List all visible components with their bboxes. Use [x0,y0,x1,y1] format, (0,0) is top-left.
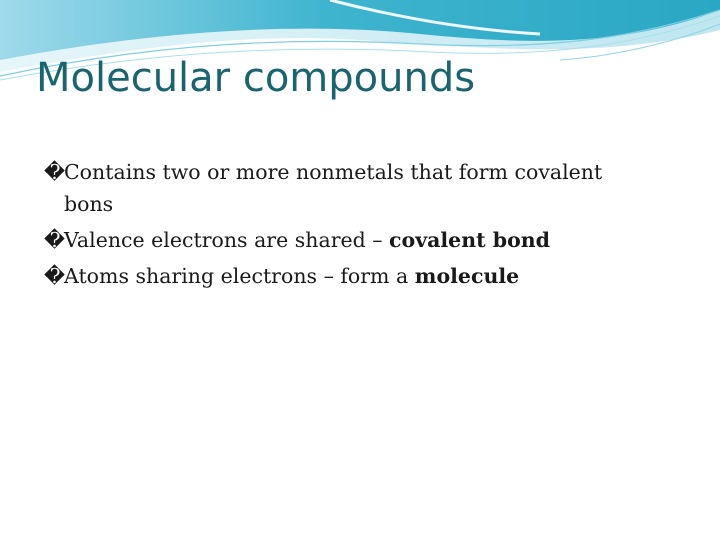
bullet-list [44,156,684,296]
bullet-item [44,156,684,220]
bullet-item [44,260,684,292]
bullet-glyph-icon: � [44,264,66,288]
bullet-bold-term: molecule [414,264,520,288]
bullet-item [44,224,684,256]
slide-title: Molecular compounds [36,55,476,101]
bullet-continuation: bons [64,192,114,216]
bullet-text: Atoms sharing electrons – form a [64,264,415,288]
bullet-text: Contains two or more nonmetals that form covalent [64,160,603,184]
bullet-glyph-icon: � [44,228,66,252]
bullet-glyph-icon: � [44,160,66,184]
bullet-bold-term: covalent bond [389,228,550,252]
bullet-text: Valence electrons are shared – [64,228,390,252]
